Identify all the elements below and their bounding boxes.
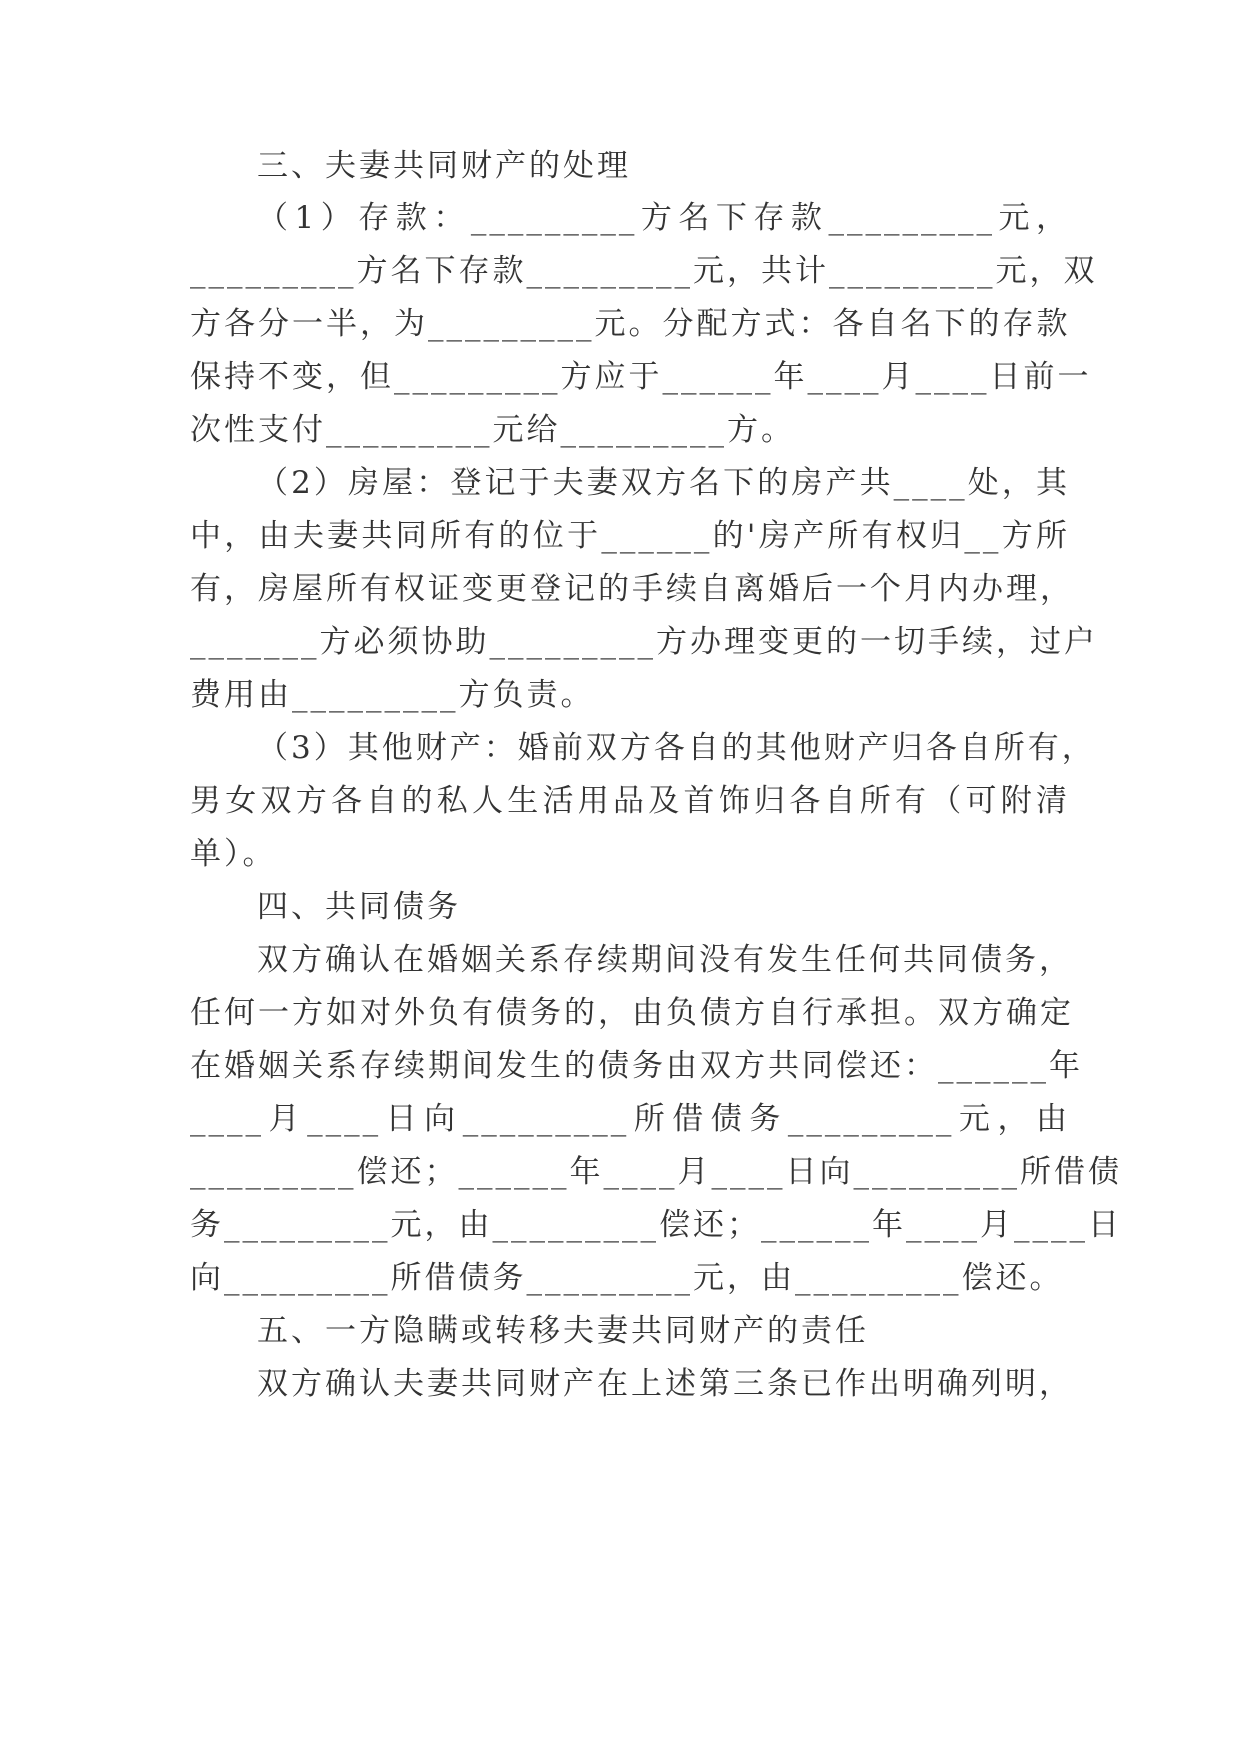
paragraph-line: _________偿还；______年____月____日向_________所借债 bbox=[190, 1154, 1122, 1190]
section-4-heading: 四、共同债务 bbox=[257, 889, 461, 925]
paragraph-line: 费用由_________方负责。 bbox=[190, 677, 595, 713]
paragraph-line: _______方必须协助_________方办理变更的一切手续，过户 bbox=[190, 624, 1098, 660]
paragraph-line: 双方确认在婚姻关系存续期间没有发生任何共同债务， bbox=[257, 942, 1073, 978]
paragraph-line: （2）房屋：登记于夫妻双方名下的房产共____处，其 bbox=[257, 465, 1070, 501]
paragraph-line: 务_________元，由_________偿还；______年____月____日 bbox=[190, 1207, 1122, 1243]
paragraph-line: 双方确认夫妻共同财产在上述第三条已作出明确列明， bbox=[257, 1366, 1073, 1402]
paragraph-line: 中，由夫妻共同所有的位于______的'房产所有权归__方所 bbox=[190, 518, 1070, 554]
paragraph-line: 单）。 bbox=[190, 836, 277, 872]
paragraph-line: 在婚姻关系存续期间发生的债务由双方共同偿还：______年 bbox=[190, 1048, 1083, 1084]
paragraph-line: 方各分一半，为_________元。分配方式：各自名下的存款 bbox=[190, 306, 1071, 342]
section-3-heading: 三、夫妻共同财产的处理 bbox=[257, 148, 631, 184]
section-5-heading: 五、一方隐瞒或转移夫妻共同财产的责任 bbox=[257, 1313, 869, 1349]
paragraph-line: _________方名下存款_________元，共计_________元，双 bbox=[190, 253, 1098, 289]
paragraph-line: 保持不变，但_________方应于______年____月____日前一 bbox=[190, 359, 1092, 395]
paragraph-line: 有，房屋所有权证变更登记的手续自离婚后一个月内办理， bbox=[190, 571, 1074, 607]
paragraph-line: ____月____日向_________所借债务_________元，由 bbox=[190, 1101, 1070, 1137]
paragraph-line: （1）存款：_________方名下存款_________元， bbox=[257, 200, 1070, 236]
paragraph-line: 向_________所借债务_________元，由_________偿还。 bbox=[190, 1260, 1064, 1296]
paragraph-line: 任何一方如对外负有债务的，由负债方自行承担。双方确定 bbox=[190, 995, 1074, 1031]
paragraph-line: 次性支付_________元给_________方。 bbox=[190, 412, 795, 448]
paragraph-line: （3）其他财产：婚前双方各自的其他财产归各自所有， bbox=[257, 730, 1096, 766]
paragraph-line: 男女双方各自的私人生活用品及首饰归各自所有（可附清 bbox=[190, 783, 1070, 819]
